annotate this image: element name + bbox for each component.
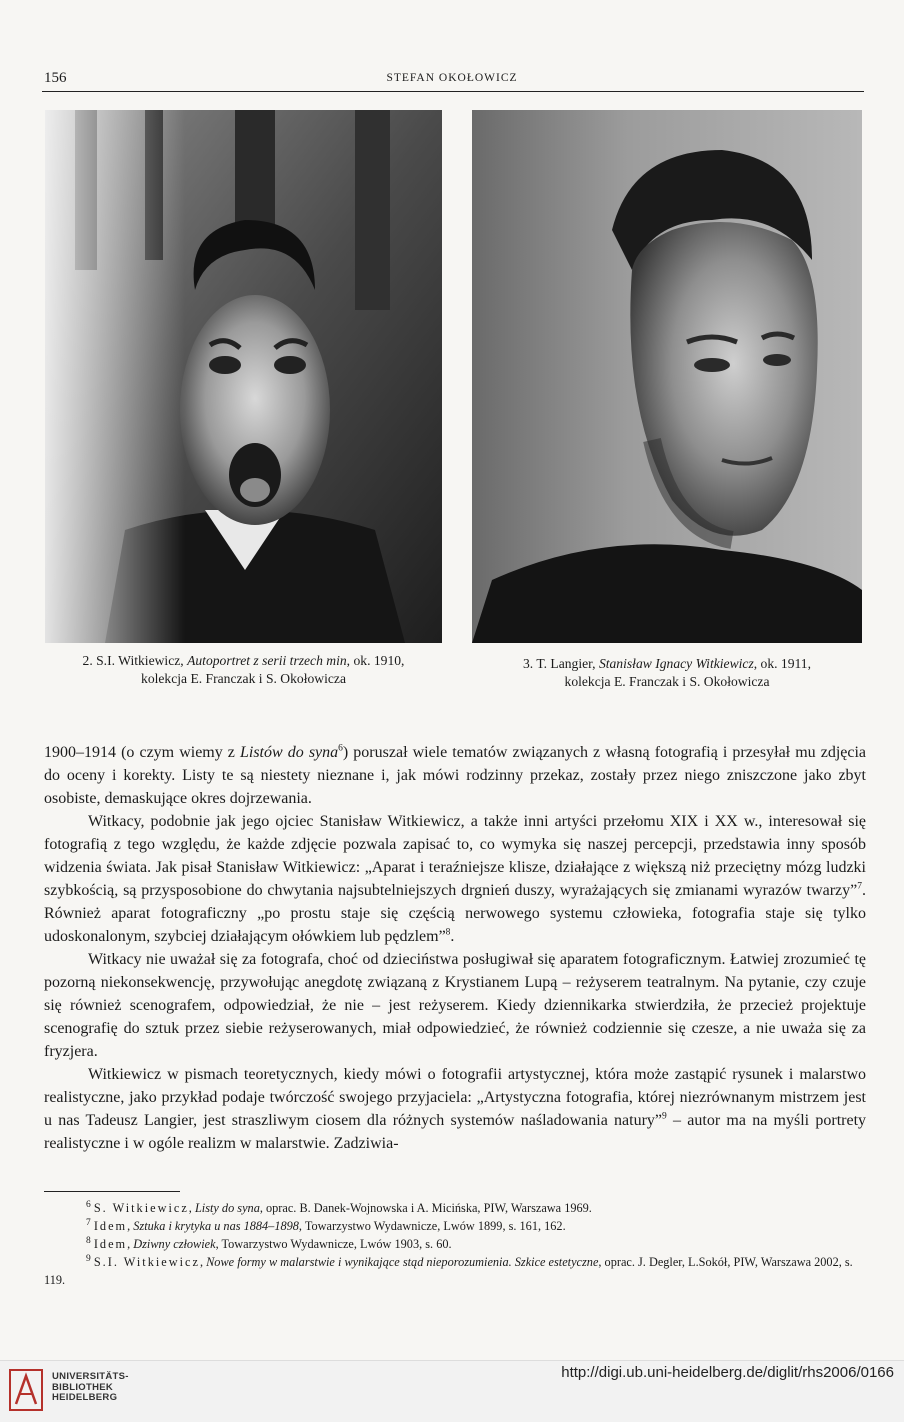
footnote-author: S. Witkiewicz <box>93 1201 189 1215</box>
photo-right-image <box>472 110 862 643</box>
footnote-7: $^7$ Idem, Sztuka i krytyka u nas 1884–1898, Towarzystwo Wydawnicze, Lwów 1899, s. 161, 162. <box>86 1217 566 1233</box>
footnote-author: Idem <box>93 1237 128 1251</box>
footnote-title: Listy do syna <box>194 1201 260 1215</box>
footnote-title: Sztuka i krytyka u nas 1884–1898 <box>133 1219 299 1233</box>
photo-left-image <box>45 110 442 643</box>
footnote-number: 9 <box>86 1253 91 1264</box>
caption-text: , ok. 1910, <box>346 653 405 668</box>
figure-caption-3 <box>472 655 862 691</box>
text-run: Witkiewicz w pismach teoretycznych, kiedy mówi o fotografii artystycznej, która może zastąpić rysunek i malarstwo realistyczne, jako przykład podaje twórczość swojego przyjaciela: „Artystyczna fotografia, której niezrównanym mistrzem jest u nas Tadeusz Langier, jest straszliwym ciosem dla różnych systemów naśladowania natury” <box>44 1066 866 1129</box>
footnote-title: Dziwny człowiek <box>133 1237 216 1251</box>
footnote-number: 6 <box>86 1199 91 1210</box>
header-rule <box>42 91 864 92</box>
footnotes <box>44 1199 866 1289</box>
library-name-line: HEIDELBERG <box>52 1392 118 1403</box>
page-number: 156 <box>44 70 67 86</box>
body-text <box>44 741 866 1155</box>
footnote-author: S.I. Witkiewicz <box>93 1255 200 1269</box>
footnote-rest: , oprac. B. Danek-Wojnowska i A. Micińska, PIW, Warszawa 1969. <box>259 1201 592 1215</box>
text-run: – autor ma na myśli portrety realistyczne i w ogóle realizm w malarstwie. Zadziwia- <box>44 1112 867 1152</box>
caption-line-2: kolekcja E. Franczak i S. Okołowicza <box>141 671 346 686</box>
footnote-author: Idem <box>93 1219 128 1233</box>
text-run: Witkacy, podobnie jak jego ojciec Stanisław Witkiewicz, a także inni artyści przełomu XIX i XX w., interesował się fotografią z tego względu, że każde zdjęcie pozwala zapisać to, co wymyka się naszej percepcji, przedstawia inny sposób widzenia świata. Jak pisał Stanisław Witkiewicz: „Aparat i teraźniejsze klisze, działające z większą niż przeciętny mózg ludzki szybkością, są przysposobione do chwytania najsubtelniejszych drgnień duszy, wyrażających się zmianami wyrazów twarzy” <box>44 813 866 899</box>
footnote-rest: , Towarzystwo Wydawnicze, Lwów 1899, s. 161, 162. <box>298 1219 566 1233</box>
footnote-title: Nowe formy w malarstwie i wynikające stąd nieporozumienia. Szkice estetyczne <box>206 1255 599 1269</box>
paragraph-2 <box>44 810 866 948</box>
photo-self-portrait-grimace <box>45 110 442 643</box>
caption-line-2: kolekcja E. Franczak i S. Okołowicza <box>564 674 770 689</box>
library-name-line: UNIVERSITÄTS- <box>52 1371 129 1382</box>
footnote-ref: 9 <box>662 1111 667 1122</box>
photo-portrait-langier <box>472 110 862 643</box>
text-run: . <box>450 928 455 945</box>
source-url-link[interactable]: http://digi.ub.uni-heidelberg.de/diglit/rhs2006/0166 <box>561 1364 894 1381</box>
text-run: . Również aparat fotograficzny „po prostu staje się częścią nerwowego systemu człowieka, fotografia staje się tylko udoskonalonym, szybciej działającym ołówkiem lub pędzlem” <box>44 882 866 945</box>
caption-text: 3. T. Langier, <box>522 656 599 671</box>
text-run: ) poruszał wiele tematów związanych z własną fotografią i przesyłał mu zdjęcia do oceny i korekty. Listy te są niestety nieznane i, jak mówi rodzinny przekaz, zostały przez niego zniszczone jako zbyt osobiste, demaskujące okres dojrzewania. <box>44 744 867 807</box>
library-name <box>52 1372 129 1404</box>
running-head: STEFAN OKOŁOWICZ <box>386 72 518 84</box>
footnote-number: 7 <box>86 1217 91 1228</box>
text-run: 1900–1914 (o czym wiemy z <box>44 744 240 761</box>
paragraph-1 <box>44 741 866 810</box>
footnote-rule <box>44 1191 180 1192</box>
footnote-rest: , Towarzystwo Wydawnicze, Lwów 1903, s. 60. <box>215 1237 452 1251</box>
caption-text: 2. S.I. Witkiewicz, <box>82 653 188 668</box>
footnote-6: $^6$ S. Witkiewicz, Listy do syna, oprac. B. Danek-Wojnowska i A. Micińska, PIW, Warszawa 1969. <box>86 1199 592 1215</box>
footnote-number: 8 <box>86 1235 91 1246</box>
caption-line-1 <box>45 652 442 670</box>
caption-title: Autoportret z serii trzech min <box>187 653 347 668</box>
footnote-8: $^8$ Idem, Dziwny człowiek, Towarzystwo Wydawnicze, Lwów 1903, s. 60. <box>86 1235 452 1251</box>
caption-text: , ok. 1911, <box>753 656 812 671</box>
footnote-ref: 7 <box>857 881 862 892</box>
caption-title: Stanisław Ignacy Witkiewicz <box>598 656 754 671</box>
paragraph-3: Witkacy nie uważał się za fotografa, choć od dzieciństwa posługiwał się aparatem fotograficznym. Łatwiej zrozumieć tę pozorną niekonsekwencję, przywołując anegdotę związaną z Krystianem Lupą – reżyserem teatralnym. Na pytanie, czy czuje się również scenografem, odpowiedział, że nie – jest reżyserem. Kiedy dziennikarka stwierdziła, że przecież projektuje scenografię do sztuk przez siebie reżyserowanych, miał odpowiedzieć, że również codziennie się czesze, a nie uważa się za fryzjera. <box>44 951 866 1060</box>
paragraph-4 <box>44 1063 866 1155</box>
footnote-ref: 8 <box>445 927 451 938</box>
footnote-9: $^9$ S.I. Witkiewicz, Nowe formy w malarstwie i wynikające stąd nieporozumienia. Szkice estetyczne, oprac. J. Degler, L.Sokół, PIW, Warszawa 2002, s. 119. <box>44 1253 853 1287</box>
footnote-ref: 6 <box>338 743 343 754</box>
italic-title: Listów do syna <box>239 744 339 761</box>
university-library-logo-icon <box>8 1368 44 1412</box>
footnote-rest: , oprac. J. Degler, L.Sokół, PIW, Warszawa 2002, s. 119. <box>44 1255 853 1287</box>
figure-caption-2 <box>45 652 442 688</box>
caption-line-1 <box>472 655 862 673</box>
library-name-line: BIBLIOTHEK <box>52 1381 114 1393</box>
